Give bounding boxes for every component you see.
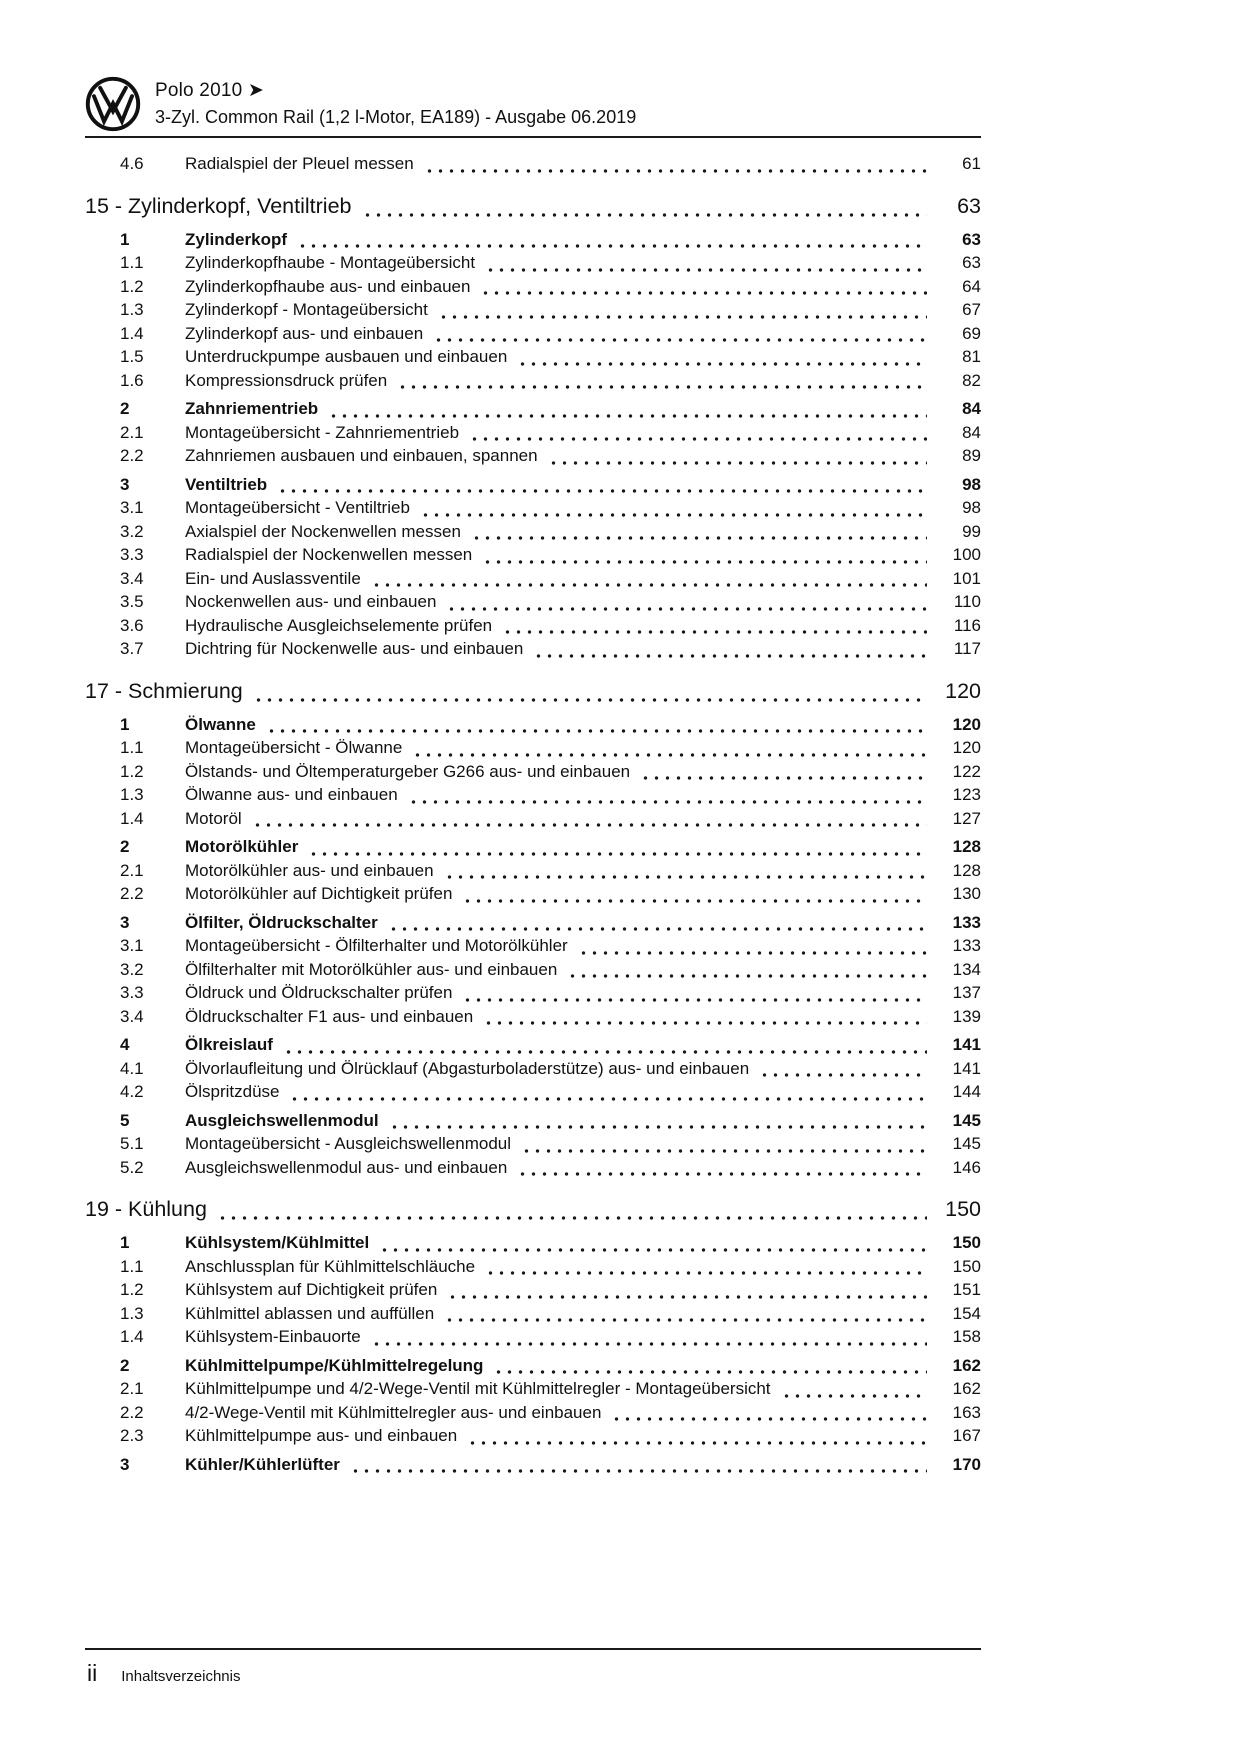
toc-entry-title: Kühlsystem auf Dichtigkeit prüfen: [185, 1280, 438, 1299]
toc-entry-page: 101: [952, 568, 981, 588]
dot-leader: [469, 429, 927, 444]
toc-entry-title: Zylinderkopf aus- und einbauen: [185, 323, 424, 343]
toc-entry-title: Montageübersicht - Ausgleichswellenmodul: [185, 1134, 512, 1153]
toc-entry: [85, 543, 981, 567]
toc-entry-page: 63: [957, 193, 981, 218]
toc-entry-page: 128: [952, 837, 981, 856]
toc-entry-title: Ölstands- und Öltemperaturgeber G266 aus- und einbauen: [185, 761, 631, 781]
toc-entry-title: Ausgleichswellenmodul aus- und einbauen: [185, 1157, 508, 1177]
toc-entry-page: 145: [952, 1134, 981, 1153]
toc-entry-page: 84: [962, 422, 981, 442]
page-footer: [85, 1648, 981, 1687]
toc-entry: [85, 228, 981, 252]
toc-entry: [85, 1005, 981, 1029]
dot-leader: [611, 1409, 927, 1424]
toc-entry-title: Zylinderkopfhaube - Montageübersicht: [185, 253, 476, 272]
toc-entry-title: Ein- und Auslassventile: [185, 568, 361, 588]
toc-entry-title: Kühlmittelpumpe/Kühlmittelregelung: [185, 1355, 484, 1375]
toc-entry-page: 146: [952, 1157, 981, 1177]
toc-entry-number: 4.1: [120, 1058, 144, 1078]
toc-entry-title: Kühlsystem-Einbauorte: [185, 1327, 361, 1346]
dot-leader: [578, 943, 927, 958]
dot-leader: [408, 792, 927, 807]
toc-entry-title: Ölfilterhalter mit Motorölkühler aus- und einbauen: [185, 959, 558, 979]
toc-entry-number: 3.4: [120, 1006, 144, 1026]
toc-entry: [85, 760, 981, 784]
toc-entry-page: 89: [962, 446, 981, 465]
toc-entry-page: 162: [952, 1355, 981, 1375]
dot-leader: [462, 891, 927, 906]
toc-entry-page: 150: [952, 1256, 981, 1276]
toc-entry-number: 4.2: [120, 1082, 144, 1101]
toc-entry-title: Hydraulische Ausgleichselemente prüfen: [185, 615, 493, 635]
footer-page-number: ii: [87, 1660, 98, 1686]
toc-entry-number: 3.2: [120, 959, 144, 979]
toc-entry-title: Ölspritzdüse: [185, 1082, 280, 1101]
dot-leader: [424, 161, 927, 176]
toc-entry: [85, 421, 981, 445]
toc-entry-title: Ölfilter, Öldruckschalter: [185, 912, 378, 932]
toc-entry-number: 3: [120, 474, 130, 494]
toc-entry-number: 2.3: [120, 1426, 144, 1445]
toc-entry: [85, 1354, 981, 1378]
vw-logo-icon: [85, 76, 141, 132]
toc-entry: [85, 298, 981, 322]
dot-leader: [502, 622, 927, 637]
toc-entry-title: Kühlsystem/Kühlmittel: [185, 1233, 370, 1252]
toc-entry-page: 98: [962, 474, 981, 494]
toc-entry-page: 128: [952, 860, 981, 880]
dot-leader: [389, 1117, 927, 1132]
toc-entry-title: Dichtring für Nockenwelle aus- und einbauen: [185, 639, 524, 658]
dot-leader: [217, 1207, 927, 1224]
toc-entry-title: Motorölkühler: [185, 837, 299, 856]
dot-leader: [467, 1433, 927, 1448]
toc-entry: [85, 1194, 981, 1224]
dot-leader: [521, 1141, 927, 1156]
toc-entry-title: Ölvorlaufleitung und Ölrücklauf (Abgasturboladerstütze) aus- und einbauen: [185, 1058, 750, 1078]
toc-entry-number: 3.3: [120, 983, 144, 1002]
toc-entry-page: 120: [952, 714, 981, 734]
dot-leader: [277, 481, 927, 496]
toc-entry-title: Kompressionsdruck prüfen: [185, 370, 388, 390]
toc-entry-number: 1.2: [120, 276, 144, 296]
toc-entry-page: 145: [952, 1110, 981, 1130]
toc-entry-title: Motorölkühler aus- und einbauen: [185, 860, 434, 880]
toc-entry-number: 1.4: [120, 1327, 144, 1346]
toc-entry-title: Montageübersicht - Zahnriementrieb: [185, 422, 460, 442]
toc-entry-page: 120: [952, 738, 981, 757]
toc-entry-number: 3.5: [120, 592, 144, 611]
toc-entry-page: 151: [952, 1280, 981, 1299]
dot-leader: [412, 745, 927, 760]
toc-entry-page: 98: [962, 498, 981, 517]
dot-leader: [471, 528, 927, 543]
toc-entry-number: 3: [120, 912, 130, 932]
toc-entry-number: 3.4: [120, 568, 144, 588]
toc-entry-number: 3: [120, 1454, 130, 1474]
toc-entry-number: 1.1: [120, 253, 144, 272]
toc-entry-number: 3.1: [120, 936, 144, 955]
dot-leader: [483, 1013, 927, 1028]
toc-entry: [85, 1401, 981, 1425]
toc-entry: [85, 191, 981, 221]
toc-entry: [85, 496, 981, 520]
dot-leader: [517, 354, 927, 369]
toc-entry-title: 4/2-Wege-Ventil mit Kühlmittelregler aus- und einbauen: [185, 1402, 602, 1422]
toc-entry-title: Radialspiel der Pleuel messen: [185, 154, 414, 173]
toc-entry-page: 150: [952, 1233, 981, 1252]
toc-entry-number: 1: [120, 714, 130, 734]
toc-entry-page: 99: [962, 521, 981, 541]
toc-entry: [85, 713, 981, 737]
footer-label: Inhaltsverzeichnis: [121, 1668, 241, 1685]
toc-entry-page: 134: [952, 959, 981, 979]
toc-entry-title: Unterdruckpumpe ausbauen und einbauen: [185, 347, 508, 366]
toc-entry: [85, 637, 981, 661]
page-header: [85, 76, 981, 138]
toc-entry-number: 4: [120, 1035, 130, 1054]
toc-entry-page: 127: [952, 808, 981, 828]
toc-entry-title: Montageübersicht - Ölwanne: [185, 738, 403, 757]
dot-leader: [297, 236, 927, 251]
toc-entry-number: 1.1: [120, 1256, 144, 1276]
toc-entry-page: 154: [952, 1303, 981, 1323]
toc-entry-page: 141: [952, 1035, 981, 1054]
toc-entry-page: 133: [952, 912, 981, 932]
doc-title: Polo 2010 ➤: [155, 80, 264, 101]
toc-entry-page: 158: [952, 1327, 981, 1346]
dot-leader: [253, 689, 927, 706]
toc-entry: [85, 1278, 981, 1302]
toc-entry: [85, 1255, 981, 1279]
toc-entry-number: 4.6: [120, 154, 144, 173]
toc-entry: [85, 981, 981, 1005]
toc-entry-page: 122: [952, 761, 981, 781]
toc-entry-page: 139: [952, 1006, 981, 1026]
toc-entry: [85, 882, 981, 906]
toc-entry-page: 167: [952, 1426, 981, 1445]
toc-entry-number: 1.4: [120, 808, 144, 828]
dot-leader: [759, 1065, 927, 1080]
toc-entry: [85, 783, 981, 807]
dot-leader: [480, 283, 927, 298]
toc-entry: [85, 444, 981, 468]
toc-entry-number: 2: [120, 1355, 130, 1375]
toc-entry: [85, 958, 981, 982]
header-divider: [85, 136, 981, 138]
toc-entry-number: 2: [120, 837, 130, 856]
toc-entry-title: Ausgleichswellenmodul: [185, 1110, 379, 1130]
toc-entry-number: 1.4: [120, 323, 144, 343]
dot-leader: [447, 1287, 927, 1302]
dot-leader: [444, 1310, 927, 1325]
toc-entry-title: Axialspiel der Nockenwellen messen: [185, 521, 461, 541]
toc-entry-page: 170: [952, 1454, 981, 1474]
toc-entry-number: 3.6: [120, 615, 144, 635]
toc-entry: [85, 1033, 981, 1057]
dot-leader: [640, 768, 927, 783]
toc-entry-number: 5.1: [120, 1134, 144, 1153]
toc-entry-page: 100: [952, 545, 981, 564]
toc-entry-title: Zylinderkopf - Montageübersicht: [185, 300, 428, 319]
toc-entry-number: 1.1: [120, 738, 144, 757]
toc-entry-title: Zahnriementrieb: [185, 399, 319, 418]
toc-entry: [85, 251, 981, 275]
toc-entry-number: 2.2: [120, 1402, 144, 1422]
toc-entry-number: 3.2: [120, 521, 144, 541]
toc-entry: [85, 275, 981, 299]
toc-entry-number: 3.3: [120, 545, 144, 564]
toc-entry-number: 2.2: [120, 884, 144, 903]
toc-entry-page: 82: [962, 370, 981, 390]
dot-leader: [371, 1334, 927, 1349]
toc-entry: [85, 1057, 981, 1081]
toc-entry: [85, 322, 981, 346]
toc-entry-page: 61: [962, 154, 981, 173]
toc-entry: [85, 397, 981, 421]
dot-leader: [485, 1263, 927, 1278]
toc-entry-number: 1.3: [120, 300, 144, 319]
dot-leader: [252, 815, 927, 830]
toc-entry: [85, 1302, 981, 1326]
toc-entry-title: Motoröl: [185, 808, 242, 828]
toc-entry-number: 2.2: [120, 446, 144, 465]
toc-entry-title: Kühler/Kühlerlüfter: [185, 1454, 340, 1474]
toc-entry-title: Öldruck und Öldruckschalter prüfen: [185, 983, 453, 1002]
doc-subtitle: 3-Zyl. Common Rail (1,2 l-Motor, EA189) - Ausgabe 06.2019: [155, 107, 637, 127]
toc-entry-title: Ölwanne aus- und einbauen: [185, 785, 398, 804]
dot-leader: [266, 721, 927, 736]
dot-leader: [781, 1386, 927, 1401]
toc-list: [85, 152, 981, 1476]
dot-leader: [444, 867, 927, 882]
toc-entry-page: 110: [953, 592, 981, 611]
dot-leader: [567, 966, 927, 981]
dot-leader: [350, 1461, 927, 1476]
dot-leader: [533, 646, 927, 661]
toc-entry: [85, 835, 981, 859]
dot-leader: [420, 505, 927, 520]
dot-leader: [283, 1042, 927, 1057]
toc-entry-title: Anschlussplan für Kühlmittelschläuche: [185, 1256, 476, 1276]
toc-entry-number: 2.1: [120, 422, 144, 442]
toc-entry-number: 5: [120, 1110, 130, 1130]
toc-entry-title: Kühlmittelpumpe und 4/2-Wege-Ventil mit Kühlmittelregler - Montageübersicht: [185, 1379, 771, 1398]
toc-entry-page: 84: [962, 399, 981, 418]
dot-leader: [548, 453, 927, 468]
dot-leader: [517, 1164, 927, 1179]
toc-entry-page: 163: [952, 1402, 981, 1422]
toc-entry: [85, 1424, 981, 1448]
toc-entry-page: 150: [945, 1197, 981, 1221]
toc-entry-title: Zahnriemen ausbauen und einbauen, spannen: [185, 446, 538, 465]
dot-leader: [379, 1240, 927, 1255]
toc-entry: [85, 152, 981, 176]
toc-entry: [85, 520, 981, 544]
toc-entry-page: 137: [952, 983, 981, 1002]
toc-entry-page: 117: [953, 639, 981, 658]
toc-entry: [85, 1231, 981, 1255]
dot-leader: [482, 552, 927, 567]
toc-entry: [85, 614, 981, 638]
toc-entry: [85, 473, 981, 497]
toc-entry-number: 3.1: [120, 498, 144, 517]
toc-entry-number: 1.3: [120, 785, 144, 804]
dot-leader: [493, 1362, 927, 1377]
toc-entry-page: 67: [962, 300, 981, 319]
dot-leader: [397, 377, 927, 392]
toc-entry-title: Nockenwellen aus- und einbauen: [185, 592, 437, 611]
toc-entry: [85, 1325, 981, 1349]
toc-entry-title: Kühlmittel ablassen und auffüllen: [185, 1303, 435, 1323]
toc-entry-number: 1.2: [120, 1280, 144, 1299]
toc-entry: [85, 934, 981, 958]
toc-entry: [85, 1109, 981, 1133]
footer-divider: [85, 1648, 981, 1650]
toc-entry-number: 3.7: [120, 639, 144, 658]
dot-leader: [289, 1089, 927, 1104]
toc-entry-page: 162: [952, 1379, 981, 1398]
toc-entry: [85, 1080, 981, 1104]
toc-entry-number: 1.3: [120, 1303, 144, 1323]
toc-entry-number: 2.1: [120, 860, 144, 880]
toc-entry-number: 2.1: [120, 1379, 144, 1398]
toc-entry-page: 133: [952, 936, 981, 955]
toc-entry: [85, 807, 981, 831]
toc-entry-number: 2: [120, 399, 130, 418]
dot-leader: [362, 204, 928, 221]
toc-entry: [85, 590, 981, 614]
toc-entry: [85, 345, 981, 369]
toc-entry: [85, 859, 981, 883]
toc-entry-number: 1.5: [120, 347, 144, 366]
toc-entry-title: 19 - Kühlung: [85, 1197, 207, 1221]
toc-entry-title: Ölkreislauf: [185, 1035, 273, 1054]
dot-leader: [485, 260, 927, 275]
toc-entry-page: 63: [962, 253, 981, 272]
toc-entry-title: Ölwanne: [185, 714, 256, 734]
toc-entry-page: 123: [952, 785, 981, 804]
toc-entry-title: Zylinderkopf: [185, 229, 288, 249]
toc-entry-number: 1.6: [120, 370, 144, 390]
dot-leader: [446, 599, 927, 614]
toc-entry: [85, 1132, 981, 1156]
toc-entry-number: 1: [120, 1233, 130, 1252]
dot-leader: [462, 990, 927, 1005]
toc-entry-page: 116: [953, 615, 981, 635]
toc-entry-title: 17 - Schmierung: [85, 678, 243, 703]
toc-entry-title: Montageübersicht - Ventiltrieb: [185, 498, 410, 517]
toc-entry-page: 81: [962, 347, 981, 366]
toc-entry: [85, 736, 981, 760]
toc-entry: [85, 1453, 981, 1477]
toc-entry-number: 5.2: [120, 1157, 144, 1177]
toc-entry-title: 15 - Zylinderkopf, Ventiltrieb: [85, 193, 352, 218]
toc-entry-page: 130: [952, 884, 981, 903]
toc-entry-title: Öldruckschalter F1 aus- und einbauen: [185, 1006, 474, 1026]
toc-entry-title: Kühlmittelpumpe aus- und einbauen: [185, 1426, 458, 1445]
toc-entry-title: Ventiltrieb: [185, 474, 268, 494]
dot-leader: [438, 307, 927, 322]
toc-entry: [85, 369, 981, 393]
toc-entry-page: 120: [945, 678, 981, 703]
toc-entry-page: 144: [952, 1082, 981, 1101]
toc-entry: [85, 676, 981, 706]
dot-leader: [328, 406, 927, 421]
toc-entry-title: Montageübersicht - Ölfilterhalter und Motorölkühler: [185, 936, 568, 955]
toc-entry-page: 69: [962, 323, 981, 343]
dot-leader: [433, 330, 927, 345]
toc-entry-page: 63: [962, 229, 981, 249]
toc-entry-page: 64: [962, 276, 981, 296]
toc-entry: [85, 911, 981, 935]
dot-leader: [388, 919, 927, 934]
toc-entry-title: Motorölkühler auf Dichtigkeit prüfen: [185, 884, 453, 903]
dot-leader: [308, 844, 927, 859]
toc-entry-number: 1.2: [120, 761, 144, 781]
toc-entry-page: 141: [952, 1058, 981, 1078]
toc-entry: [85, 567, 981, 591]
toc-entry-title: Zylinderkopfhaube aus- und einbauen: [185, 276, 471, 296]
toc-entry-title: Radialspiel der Nockenwellen messen: [185, 545, 473, 564]
toc-entry-number: 1: [120, 229, 130, 249]
toc-entry: [85, 1377, 981, 1401]
dot-leader: [371, 575, 927, 590]
toc-entry: [85, 1156, 981, 1180]
